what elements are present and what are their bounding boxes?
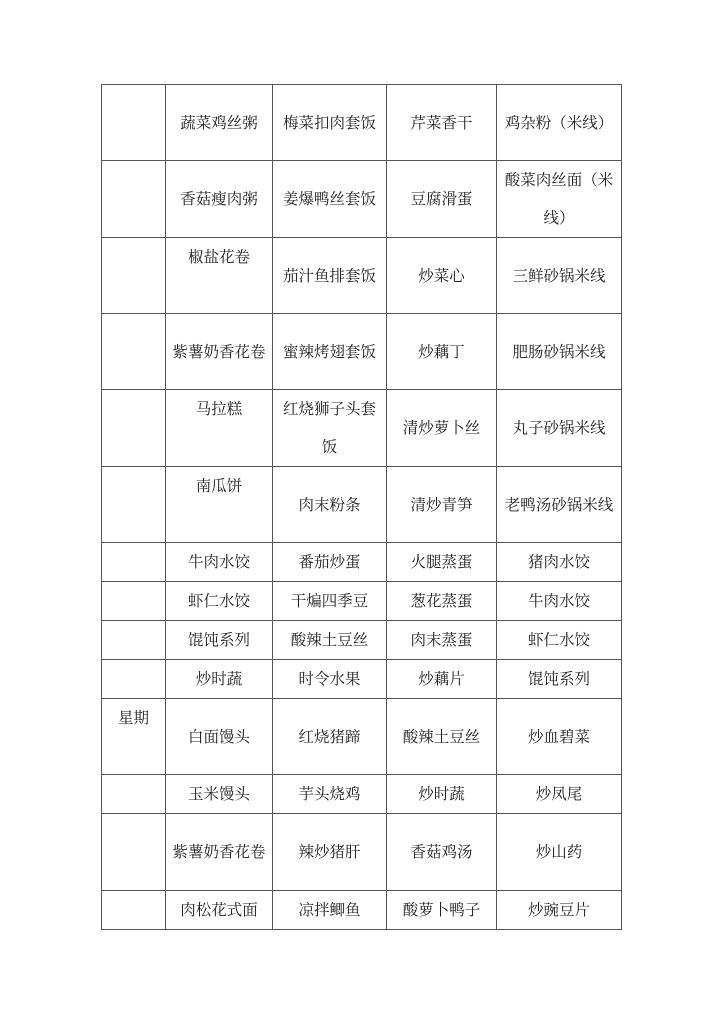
table-cell: 豆腐滑蛋 — [387, 161, 497, 238]
table-cell — [102, 621, 166, 660]
table-cell: 酸菜肉丝面（米线） — [497, 161, 622, 238]
table-cell: 三鲜砂锅米线 — [497, 238, 622, 314]
table-cell — [102, 660, 166, 699]
table-cell: 牛肉水饺 — [497, 582, 622, 621]
table-cell: 炒时蔬 — [387, 775, 497, 814]
table-cell: 炒豌豆片 — [497, 891, 622, 930]
table-row — [102, 891, 622, 930]
table-cell: 炒时蔬 — [166, 660, 273, 699]
table-cell: 香菇瘦肉粥 — [166, 161, 273, 238]
table-cell: 炒凤尾 — [497, 775, 622, 814]
table-cell: 芋头烧鸡 — [273, 775, 387, 814]
table-cell: 南瓜饼 — [166, 467, 273, 543]
table-cell: 馄饨系列 — [166, 621, 273, 660]
table-cell: 馄饨系列 — [497, 660, 622, 699]
table-cell: 老鸭汤砂锅米线 — [497, 467, 622, 543]
table-cell: 炒藕丁 — [387, 314, 497, 390]
table-cell — [102, 582, 166, 621]
table-cell — [102, 390, 166, 467]
table-cell: 丸子砂锅米线 — [497, 390, 622, 467]
table-cell: 紫薯奶香花卷 — [166, 814, 273, 891]
table-cell: 虾仁水饺 — [497, 621, 622, 660]
table-cell: 鸡杂粉（米线） — [497, 85, 622, 161]
table-cell: 姜爆鸭丝套饭 — [273, 161, 387, 238]
table-cell: 辣炒猪肝 — [273, 814, 387, 891]
table-row — [102, 238, 622, 314]
table-cell: 虾仁水饺 — [166, 582, 273, 621]
table-cell: 牛肉水饺 — [166, 543, 273, 582]
table-row — [102, 775, 622, 814]
table-cell — [102, 891, 166, 930]
table-cell: 干煸四季豆 — [273, 582, 387, 621]
table-row — [102, 621, 622, 660]
table-row — [102, 85, 622, 161]
table-cell: 茄汁鱼排套饭 — [273, 238, 387, 314]
table-cell: 番茄炒蛋 — [273, 543, 387, 582]
table-cell: 酸辣土豆丝 — [273, 621, 387, 660]
table-cell: 马拉糕 — [166, 390, 273, 467]
table-cell — [102, 467, 166, 543]
table-cell: 星期 — [102, 699, 166, 775]
table-cell: 香菇鸡汤 — [387, 814, 497, 891]
table-cell: 紫薯奶香花卷 — [166, 314, 273, 390]
table-row — [102, 814, 622, 891]
table-cell — [102, 775, 166, 814]
table-cell: 白面馒头 — [166, 699, 273, 775]
table-cell: 火腿蒸蛋 — [387, 543, 497, 582]
table-row — [102, 314, 622, 390]
table-cell: 蜜辣烤翅套饭 — [273, 314, 387, 390]
table-cell — [102, 814, 166, 891]
table-row — [102, 467, 622, 543]
table-cell: 酸萝卜鸭子 — [387, 891, 497, 930]
table-cell — [102, 314, 166, 390]
table-cell: 炒血碧菜 — [497, 699, 622, 775]
table-cell: 炒藕片 — [387, 660, 497, 699]
table-cell: 红烧猪蹄 — [273, 699, 387, 775]
table-cell: 酸辣土豆丝 — [387, 699, 497, 775]
menu-table — [101, 84, 622, 930]
table-cell: 时令水果 — [273, 660, 387, 699]
table-cell: 椒盐花卷 — [166, 238, 273, 314]
table-row — [102, 582, 622, 621]
table-cell — [102, 85, 166, 161]
table-cell: 凉拌鲫鱼 — [273, 891, 387, 930]
table-row — [102, 161, 622, 238]
table-cell: 猪肉水饺 — [497, 543, 622, 582]
table-row — [102, 543, 622, 582]
table-cell — [102, 161, 166, 238]
table-cell: 玉米馒头 — [166, 775, 273, 814]
table-cell: 蔬菜鸡丝粥 — [166, 85, 273, 161]
table-row — [102, 390, 622, 467]
table-row — [102, 660, 622, 699]
table-cell: 葱花蒸蛋 — [387, 582, 497, 621]
table-row — [102, 699, 622, 775]
table-cell: 炒菜心 — [387, 238, 497, 314]
table-cell — [102, 543, 166, 582]
table-cell: 肉末粉条 — [273, 467, 387, 543]
table-cell: 炒山药 — [497, 814, 622, 891]
table-cell: 红烧狮子头套饭 — [273, 390, 387, 467]
table-cell: 芹菜香干 — [387, 85, 497, 161]
table-cell: 肥肠砂锅米线 — [497, 314, 622, 390]
table-cell: 清炒青笋 — [387, 467, 497, 543]
table-cell: 肉松花式面 — [166, 891, 273, 930]
table-cell — [102, 238, 166, 314]
table-cell: 梅菜扣肉套饭 — [273, 85, 387, 161]
table-cell: 肉末蒸蛋 — [387, 621, 497, 660]
table-cell: 清炒萝卜丝 — [387, 390, 497, 467]
